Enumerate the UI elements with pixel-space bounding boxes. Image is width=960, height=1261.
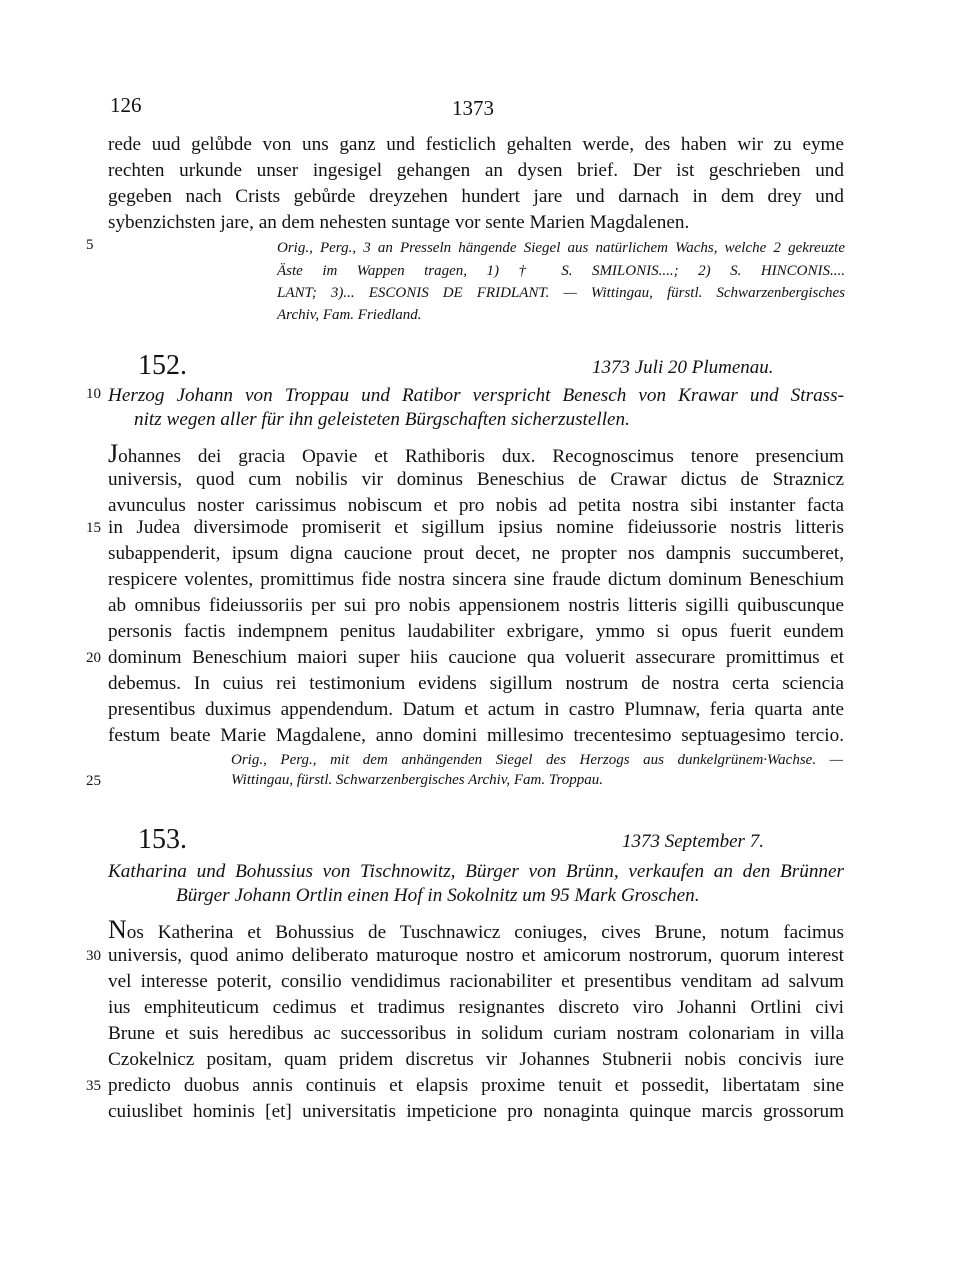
text-line: respicere volentes, promittimus fide nostra sincera sine fraude dictum dominum Beneschium [108, 569, 844, 590]
text-line: debemus. In cuius rei testimonium evidens sigillum nostrum de nostra certa sciencia [108, 673, 844, 694]
text-line: cuiuslibet hominis [et] universitatis impeticione pro nonaginta quinque marcis grossorum [108, 1101, 844, 1122]
regest-line: Herzog Johann von Troppau und Ratibor verspricht Benesch von Krawar und Strass- [108, 385, 844, 406]
line-number: 10 [86, 386, 101, 402]
regest-line: Katharina und Bohussius von Tischnowitz, Bürger von Brünn, verkaufen an den Brünner [108, 861, 844, 882]
text-line: dominum Beneschium maiori super hiis caucione qua voluerit assecurare promittimus et [108, 647, 844, 668]
source-note-line: LANT; 3)... ESCONIS DE FRIDLANT. — Wittingau, fürstl. Schwarzenbergisches [277, 285, 845, 301]
line-number: 15 [86, 520, 101, 536]
initial-letter: N [108, 915, 127, 944]
source-note-line: Wittingau, fürstl. Schwarzenbergisches Archiv, Fam. Troppau. [231, 772, 603, 788]
text-line: subappenderit, ipsum digna caucione prout decet, ne propter nos dampnis succumberet, [108, 543, 844, 564]
line-number: 20 [86, 650, 101, 666]
text-line: ius emphiteuticum cedimus et tradimus resignantes discreto viro Johanni Ortlini civi [108, 997, 844, 1018]
text-line: presentibus duximus appendendum. Datum et actum in castro Plumnaw, feria quarta ante [108, 699, 844, 720]
text-line: predicto duobus annis continuis et elapsis proxime tenuit et possedit, libertatam sine [108, 1075, 844, 1096]
regest-line: Bürger Johann Ortlin einen Hof in Sokolnitz um 95 Mark Groschen. [176, 885, 700, 906]
text-line: vel interesse poterit, consilio vendidimus racionabiliter et presentibus venditam ad salvum [108, 971, 844, 992]
regest-line: nitz wegen aller für ihn geleisteten Bürgschaften sicherzustellen. [134, 409, 630, 430]
text-line: festum beate Marie Magdalene, anno domini millesimo trecentesimo septuagesimo tercio. [108, 725, 844, 746]
source-note-line: Archiv, Fam. Friedland. [277, 307, 422, 323]
text-line: ab omnibus fideiussoriis per sui pro nobis appensionem nostris litteris sigilli quibuscunque [108, 595, 844, 616]
text-line: in Judea diversimode promiserit et sigillum ipsius nomine fideiussorie nostris litteris [108, 517, 844, 538]
initial-letter: J [108, 439, 119, 468]
text-line: rede uud gelůbde von uns ganz und festiclich gehalten werde, des haben wir zu eyme [108, 134, 844, 155]
first-line-text: ohannes dei gracia Opavie et Rathiboris dux. Recognoscimus tenore presencium [118, 446, 844, 467]
line-number: 35 [86, 1078, 101, 1094]
page-number: 126 [110, 93, 142, 117]
text-line: personis factis indempnem penitus laudabiliter exbrigare, ymmo si opus fuerit eundem [108, 621, 844, 642]
text-line: Czokelnicz positam, quam pridem discretus vir Johannes Stubnerii nobis concivis iure [108, 1049, 844, 1070]
text-line: universis, quod cum nobilis vir dominus Beneschius de Crawar dictus de Straznicz [108, 469, 844, 490]
line-number: 30 [86, 948, 101, 964]
first-line-text: os Katherina et Bohussius de Tuschnawicz coniuges, cives Brune, notum facimus [126, 922, 844, 943]
text-line: gegeben nach Crists gebůrde dreyzehen hundert jare und darnach in dem drey und [108, 186, 844, 207]
text-line: universis, quod animo deliberato maturoque nostro et amicorum nostrorum, quorum interest [108, 945, 844, 966]
line-number: 5 [86, 237, 94, 253]
line-number: 25 [86, 773, 101, 789]
text-line: Brune et suis heredibus ac successoribus in solidum curiam nostram colonariam in villa [108, 1023, 844, 1044]
entry-number-153: 153. [138, 824, 187, 855]
source-note-line: Orig., Perg., mit dem anhängenden Siegel des Herzogs aus dunkelgrünem·Wachse. — [231, 752, 843, 768]
running-head-year: 1373 [452, 96, 494, 120]
source-note-line: Äste im Wappen tragen, 1) † S. SMILONIS....; 2) S. HINCONIS.... [277, 263, 845, 279]
text-line: sybenzichsten jare, an dem nehesten suntage vor sente Marien Magdalenen. [108, 212, 690, 233]
text-line-first [108, 439, 844, 469]
source-note-line: Orig., Perg., 3 an Presseln hängende Siegel aus natürlichem Wachs, welche 2 gekreuzte [277, 240, 845, 256]
entry-date-153: 1373 September 7. [622, 831, 764, 852]
entry-number-152: 152. [138, 350, 187, 381]
text-line: rechten urkunde unser ingesigel gehangen an dysen brief. Der ist geschrieben und [108, 160, 844, 181]
entry-date-152: 1373 Juli 20 Plumenau. [592, 357, 774, 378]
text-line-first [108, 915, 844, 945]
text-line: avunculus noster carissimus nobiscum et pro nobis ad petita nostra sibi instanter facta [108, 495, 844, 516]
